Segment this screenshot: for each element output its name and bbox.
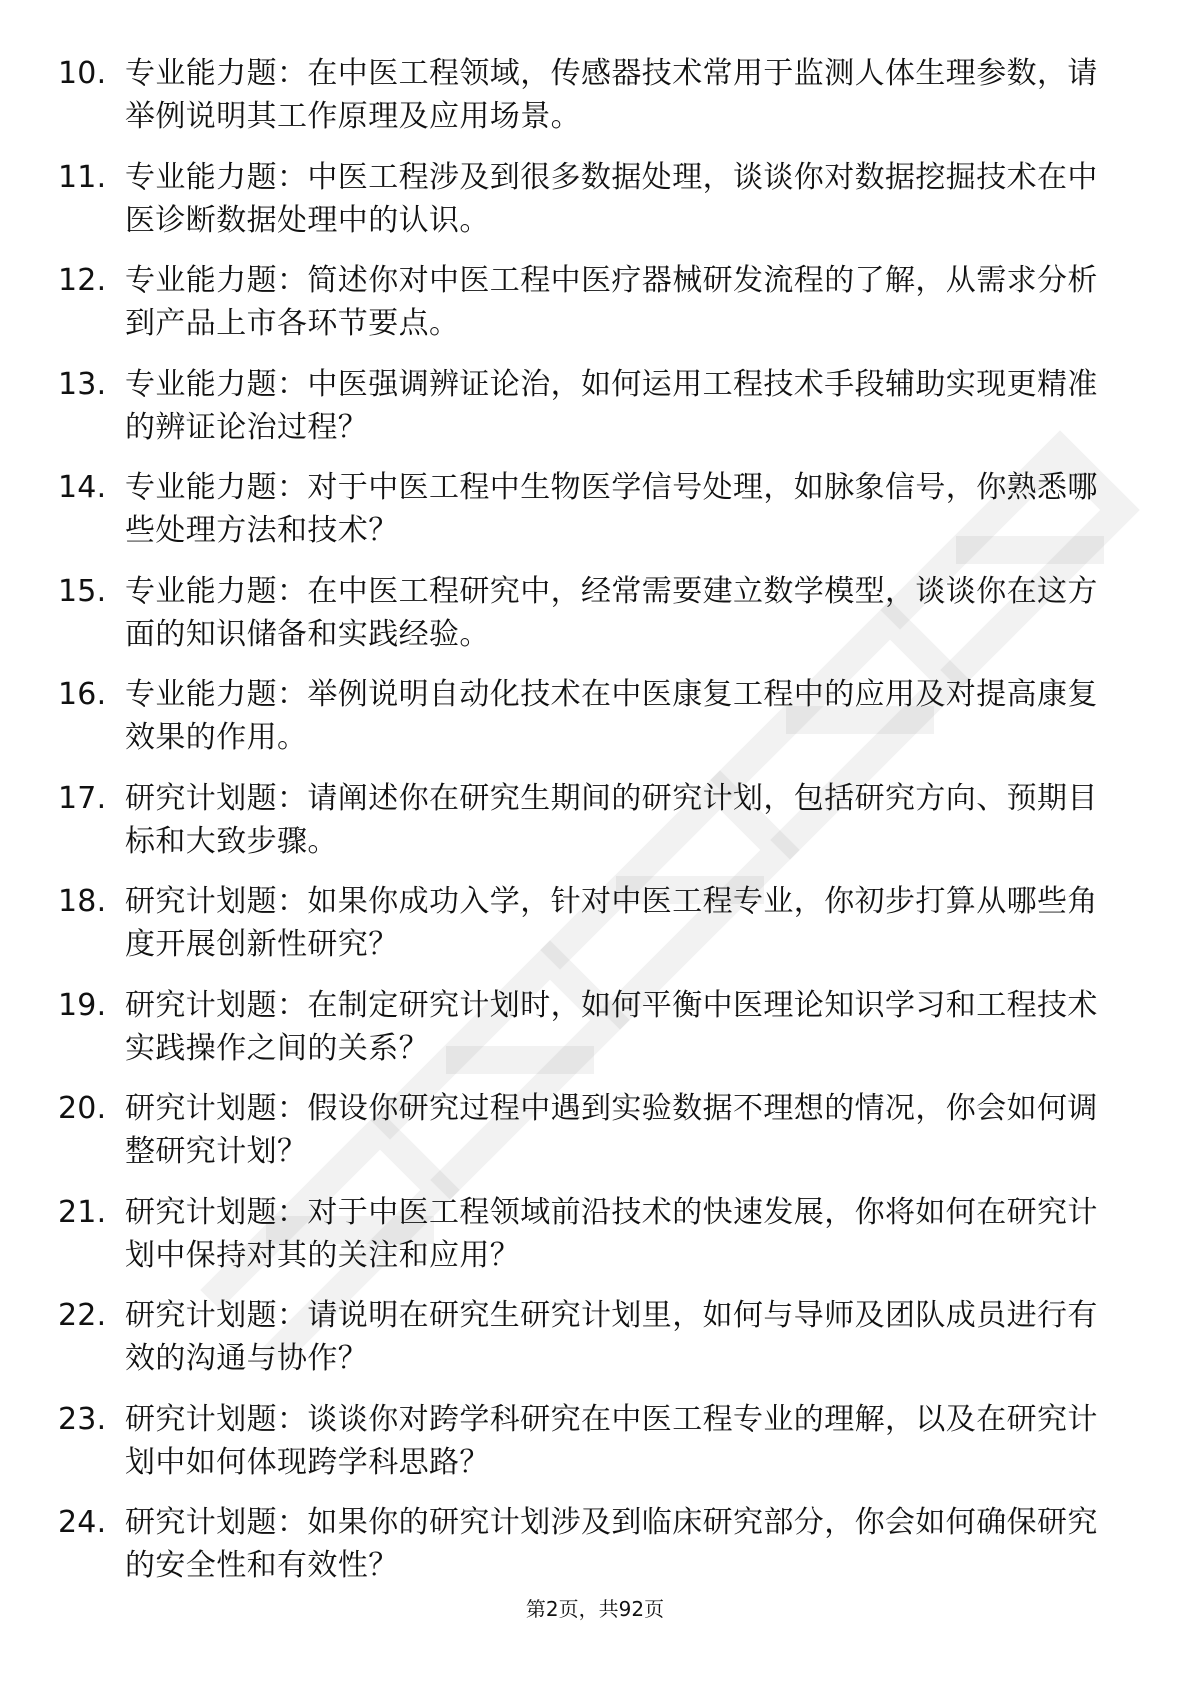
question-category: 专业能力题： [125, 573, 308, 609]
question-item [58, 1294, 1118, 1380]
question-item [58, 777, 1118, 863]
question-number: 14. [58, 470, 107, 505]
question-category: 专业能力题： [125, 159, 308, 195]
question-category: 专业能力题： [125, 470, 308, 505]
question-text [125, 259, 1118, 345]
question-text [125, 363, 1118, 449]
question-item [58, 673, 1118, 759]
question-item [58, 52, 1118, 138]
question-category: 研究计划题： [125, 1091, 308, 1126]
question-body: 请阐述你在研究生期间的研究计划，包括研究方向、预期目标和大致步骤。 [125, 780, 1098, 859]
question-text [125, 1294, 1118, 1380]
question-body: 在中医工程领域，传感器技术常用于监测人体生理参数，请举例说明其工作原理及应用场景。 [125, 56, 1098, 134]
question-number: 12. [58, 263, 107, 298]
question-number: 19. [58, 987, 107, 1023]
question-body: 谈谈你对跨学科研究在中医工程专业的理解，以及在研究计划中如何体现跨学科思路？ [125, 1401, 1098, 1480]
question-item [58, 1501, 1118, 1587]
question-number: 10. [58, 56, 107, 91]
question-category: 研究计划题： [125, 1505, 308, 1540]
question-text [125, 52, 1118, 138]
question-text [125, 777, 1118, 863]
question-item [58, 984, 1118, 1070]
question-text [125, 1087, 1118, 1173]
question-number: 15. [58, 573, 107, 609]
question-body: 在中医工程研究中，经常需要建立数学模型，谈谈你在这方面的知识储备和实践经验。 [125, 573, 1098, 652]
question-category: 专业能力题： [125, 677, 308, 712]
question-body: 中医工程涉及到很多数据处理，谈谈你对数据挖掘技术在中医诊断数据处理中的认识。 [125, 159, 1098, 238]
question-number: 17. [58, 780, 107, 816]
question-category: 专业能力题： [125, 56, 308, 91]
question-body: 假设你研究过程中遇到实验数据不理想的情况，你会如何调整研究计划？ [125, 1091, 1098, 1169]
question-category: 研究计划题： [125, 1194, 308, 1230]
question-item [58, 1087, 1118, 1173]
question-category: 研究计划题： [125, 1298, 308, 1333]
question-body: 对于中医工程领域前沿技术的快速发展，你将如何在研究计划中保持对其的关注和应用？ [125, 1194, 1098, 1273]
question-item [58, 156, 1118, 242]
question-category: 研究计划题： [125, 780, 308, 816]
question-item [58, 466, 1118, 552]
question-category: 专业能力题： [125, 366, 308, 402]
question-number: 21. [58, 1194, 107, 1230]
question-category: 研究计划题： [125, 987, 308, 1023]
question-text [125, 466, 1118, 552]
question-number: 20. [58, 1091, 107, 1126]
question-text [125, 880, 1118, 966]
question-text [125, 984, 1118, 1070]
question-number: 18. [58, 884, 107, 919]
question-number: 23. [58, 1401, 107, 1437]
question-number: 24. [58, 1505, 107, 1540]
question-number: 11. [58, 159, 107, 195]
question-body: 举例说明自动化技术在中医康复工程中的应用及对提高康复效果的作用。 [125, 677, 1098, 755]
question-body: 中医强调辨证论治，如何运用工程技术手段辅助实现更精准的辨证论治过程？ [125, 366, 1098, 445]
question-body: 请说明在研究生研究计划里，如何与导师及团队成员进行有效的沟通与协作？ [125, 1298, 1098, 1376]
question-text [125, 673, 1118, 759]
question-category: 研究计划题： [125, 1401, 308, 1437]
question-item [58, 1191, 1118, 1277]
question-body: 简述你对中医工程中医疗器械研发流程的了解，从需求分析到产品上市各环节要点。 [125, 263, 1098, 341]
question-category: 研究计划题： [125, 884, 308, 919]
page-number: 第2页，共92页 [525, 1597, 665, 1621]
question-list [58, 52, 1118, 1605]
question-body: 对于中医工程中生物医学信号处理，如脉象信号，你熟悉哪些处理方法和技术？ [125, 470, 1098, 548]
question-item [58, 570, 1118, 656]
question-number: 22. [58, 1298, 107, 1333]
question-item [58, 1398, 1118, 1484]
question-text [125, 1501, 1118, 1587]
question-body: 在制定研究计划时，如何平衡中医理论知识学习和工程技术实践操作之间的关系？ [125, 987, 1098, 1066]
question-item [58, 880, 1118, 966]
question-number: 13. [58, 366, 107, 402]
question-body: 如果你的研究计划涉及到临床研究部分，你会如何确保研究的安全性和有效性？ [125, 1505, 1098, 1583]
question-category: 专业能力题： [125, 263, 308, 298]
question-text [125, 1398, 1118, 1484]
question-item [58, 363, 1118, 449]
question-item [58, 259, 1118, 345]
question-body: 如果你成功入学，针对中医工程专业，你初步打算从哪些角度开展创新性研究？ [125, 884, 1098, 962]
question-text [125, 1191, 1118, 1277]
question-number: 16. [58, 677, 107, 712]
question-text [125, 156, 1118, 242]
question-text [125, 570, 1118, 656]
